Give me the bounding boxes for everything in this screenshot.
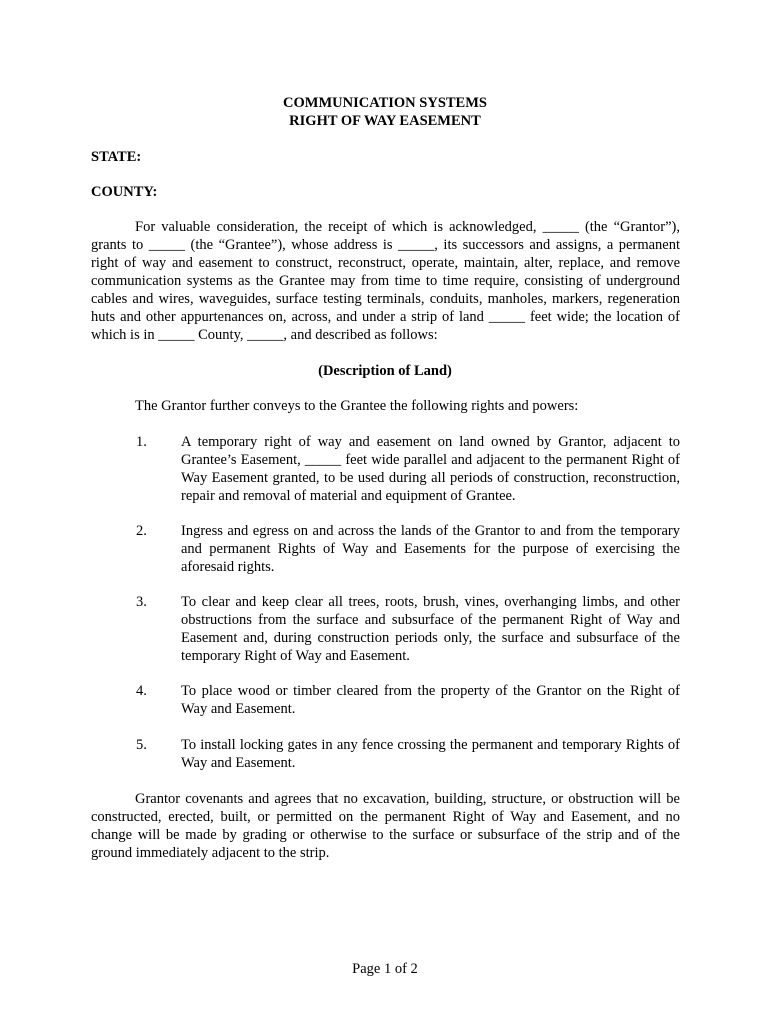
list-item-text: A temporary right of way and easement on land owned by Grantor, adjacent to Grantee’s Easement, _____ feet wide parallel and adjacent to the permanent Right of Way Easement granted, to be used during all periods of construction, reconstruction, repair and removal of material and equipment of Grantee. [181, 434, 680, 504]
list-item-number: 2. [136, 523, 147, 539]
county-label: COUNTY: [91, 184, 158, 200]
list-item-number: 1. [136, 434, 147, 450]
document-title-line2: RIGHT OF WAY EASEMENT [289, 113, 481, 129]
list-item-number: 5. [136, 737, 147, 753]
list-item-number: 4. [136, 683, 147, 699]
list-item-text: To place wood or timber cleared from the property of the Grantor on the Right of Way and Easement. [181, 683, 680, 717]
state-label: STATE: [91, 149, 142, 165]
rights-intro: The Grantor further conveys to the Grantee the following rights and powers: [135, 398, 579, 414]
page-number: Page 1 of 2 [352, 961, 418, 977]
list-item-number: 3. [136, 594, 147, 610]
list-item-text: To install locking gates in any fence crossing the permanent and temporary Rights of Way and Easement. [181, 737, 680, 771]
covenant-paragraph: Grantor covenants and agrees that no excavation, building, structure, or obstruction will be constructed, erected, built, or permitted on the permanent Right of Way and Easement, and no change will be made by grading or otherwise to the surface or subsurface of the strip and of the ground immediately adjacent to the strip. [91, 791, 680, 861]
document-title-line1: COMMUNICATION SYSTEMS [283, 95, 487, 111]
consideration-paragraph: For valuable consideration, the receipt of which is acknowledged, _____ (the “Grantor”), grants to _____ (the “Grantee”), whose address is _____, its successors and assigns, a permanent right of way and easement to construct, reconstruct, operate, maintain, alter, replace, and remove communication systems as the Grantee may from time to time require, consisting of underground cables and wires, waveguides, surface testing terminals, conduits, manholes, markers, regeneration huts and other appurtenances on, across, and under a strip of land _____ feet wide; the location of which is in _____ County, _____, and described as follows: [91, 219, 680, 343]
list-item-text: Ingress and egress on and across the lands of the Grantor to and from the temporary and permanent Rights of Way and Easements for the purpose of exercising the aforesaid rights. [181, 523, 680, 575]
description-of-land-heading: (Description of Land) [318, 363, 452, 379]
list-item-text: To clear and keep clear all trees, roots, brush, vines, overhanging limbs, and other obstructions from the surface and subsurface of the permanent Right of Way and Easement and, during construction periods only, the surface and subsurface of the temporary Right of Way and Easement. [181, 594, 680, 664]
